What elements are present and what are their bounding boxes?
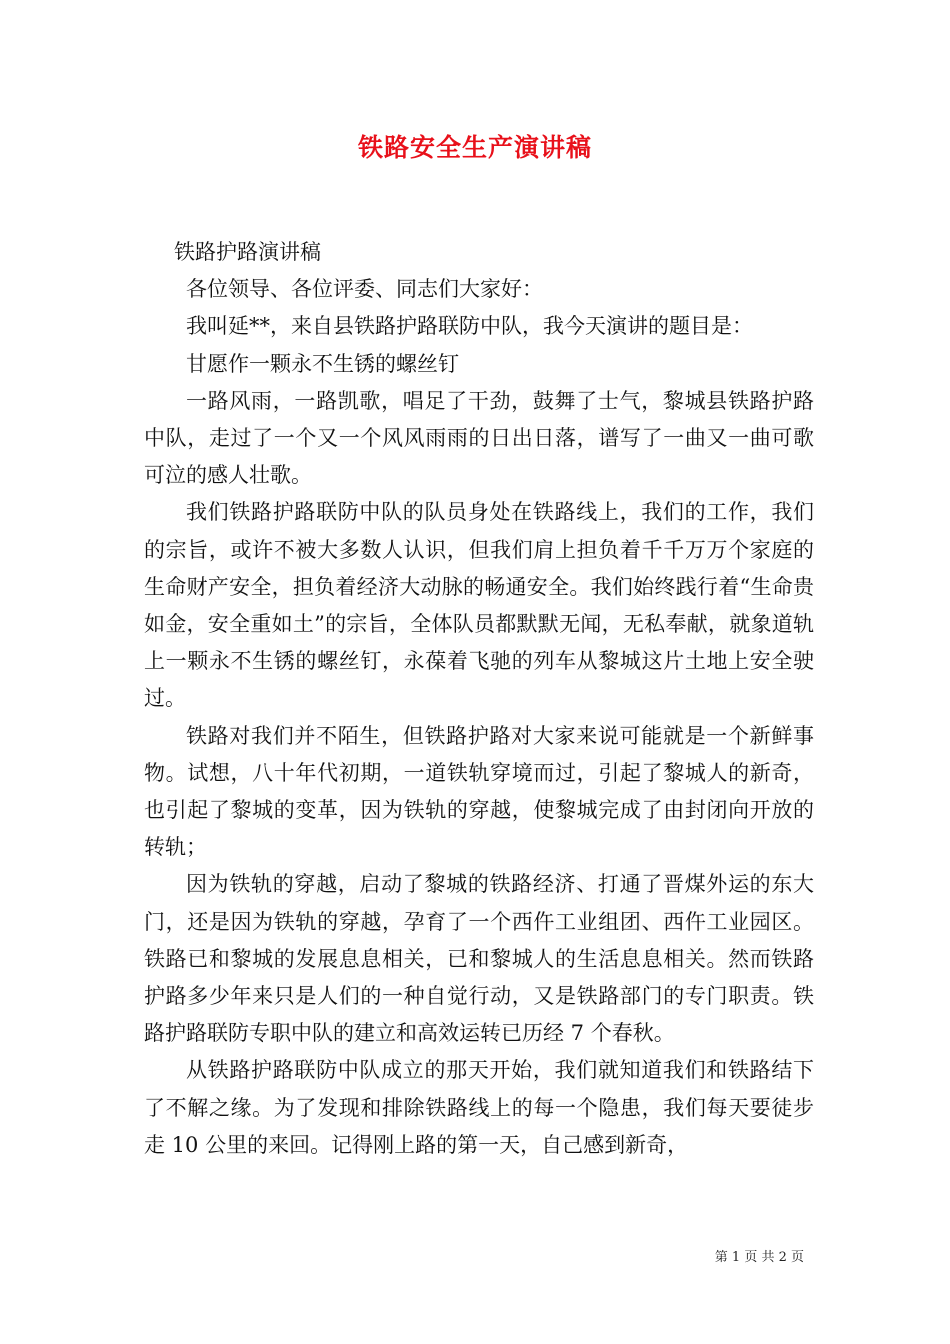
- page-number: 第 1 页 共 2 页: [714, 1250, 804, 1265]
- paragraph-2: 我叫延**，来自县铁路护路联防中队，我今天演讲的题目是：: [186, 314, 753, 339]
- document-title: 铁路安全生产演讲稿: [357, 133, 592, 162]
- paragraph-0: 铁路护路演讲稿: [174, 240, 321, 264]
- paragraph-8: 从铁路护路联防中队成立的那天开始，我们就知道我们和铁路结下了不解之缘。为了发现和排除铁路线上的每一个隐患，我们每天要徒步走 10 公里的来回。记得刚上路的第一天，自己感到新奇，: [144, 1058, 814, 1157]
- paragraph-1: 各位领导、各位评委、同志们大家好：: [186, 277, 543, 302]
- paragraph-3: 甘愿作一颗永不生锈的螺丝钉: [186, 351, 459, 376]
- paragraph-6: 铁路对我们并不陌生，但铁路护路对大家来说可能就是一个新鲜事物。试想，八十年代初期，一道铁轨穿境而过，引起了黎城人的新奇，也引起了黎城的变革，因为铁轨的穿越，使黎城完成了由封闭向开放的转轨；: [144, 723, 814, 860]
- paragraph-7: 因为铁轨的穿越，启动了黎城的铁路经济、打通了晋煤外运的东大门，还是因为铁轨的穿越，孕育了一个西仵工业组团、西仵工业园区。铁路已和黎城的发展息息相关，已和黎城人的生活息息相关。然而铁路护路多少年来只是人们的一种自觉行动，又是铁路部门的专门职责。铁路护路联防专职中队的建立和高效运转已历经 7 个春秋。: [144, 872, 814, 1046]
- paragraph-5: 我们铁路护路联防中队的队员身处在铁路线上，我们的工作，我们的宗旨，或许不被大多数人认识，但我们肩上担负着千千万万个家庭的生命财产安全，担负着经济大动脉的畅通安全。我们始终践行着“生命贵如金，安全重如土”的宗旨，全体队员都默默无闻，无私奉献，就象道轨上一颗永不生锈的螺丝钉，永葆着飞驰的列车从黎城这片土地上安全驶过。: [144, 500, 814, 711]
- paragraph-4: 一路风雨，一路凯歌，唱足了干劲，鼓舞了士气，黎城县铁路护路中队，走过了一个又一个风风雨雨的日出日落，谱写了一曲又一曲可歌可泣的感人壮歌。: [144, 388, 814, 488]
- document-body: [144, 234, 814, 1164]
